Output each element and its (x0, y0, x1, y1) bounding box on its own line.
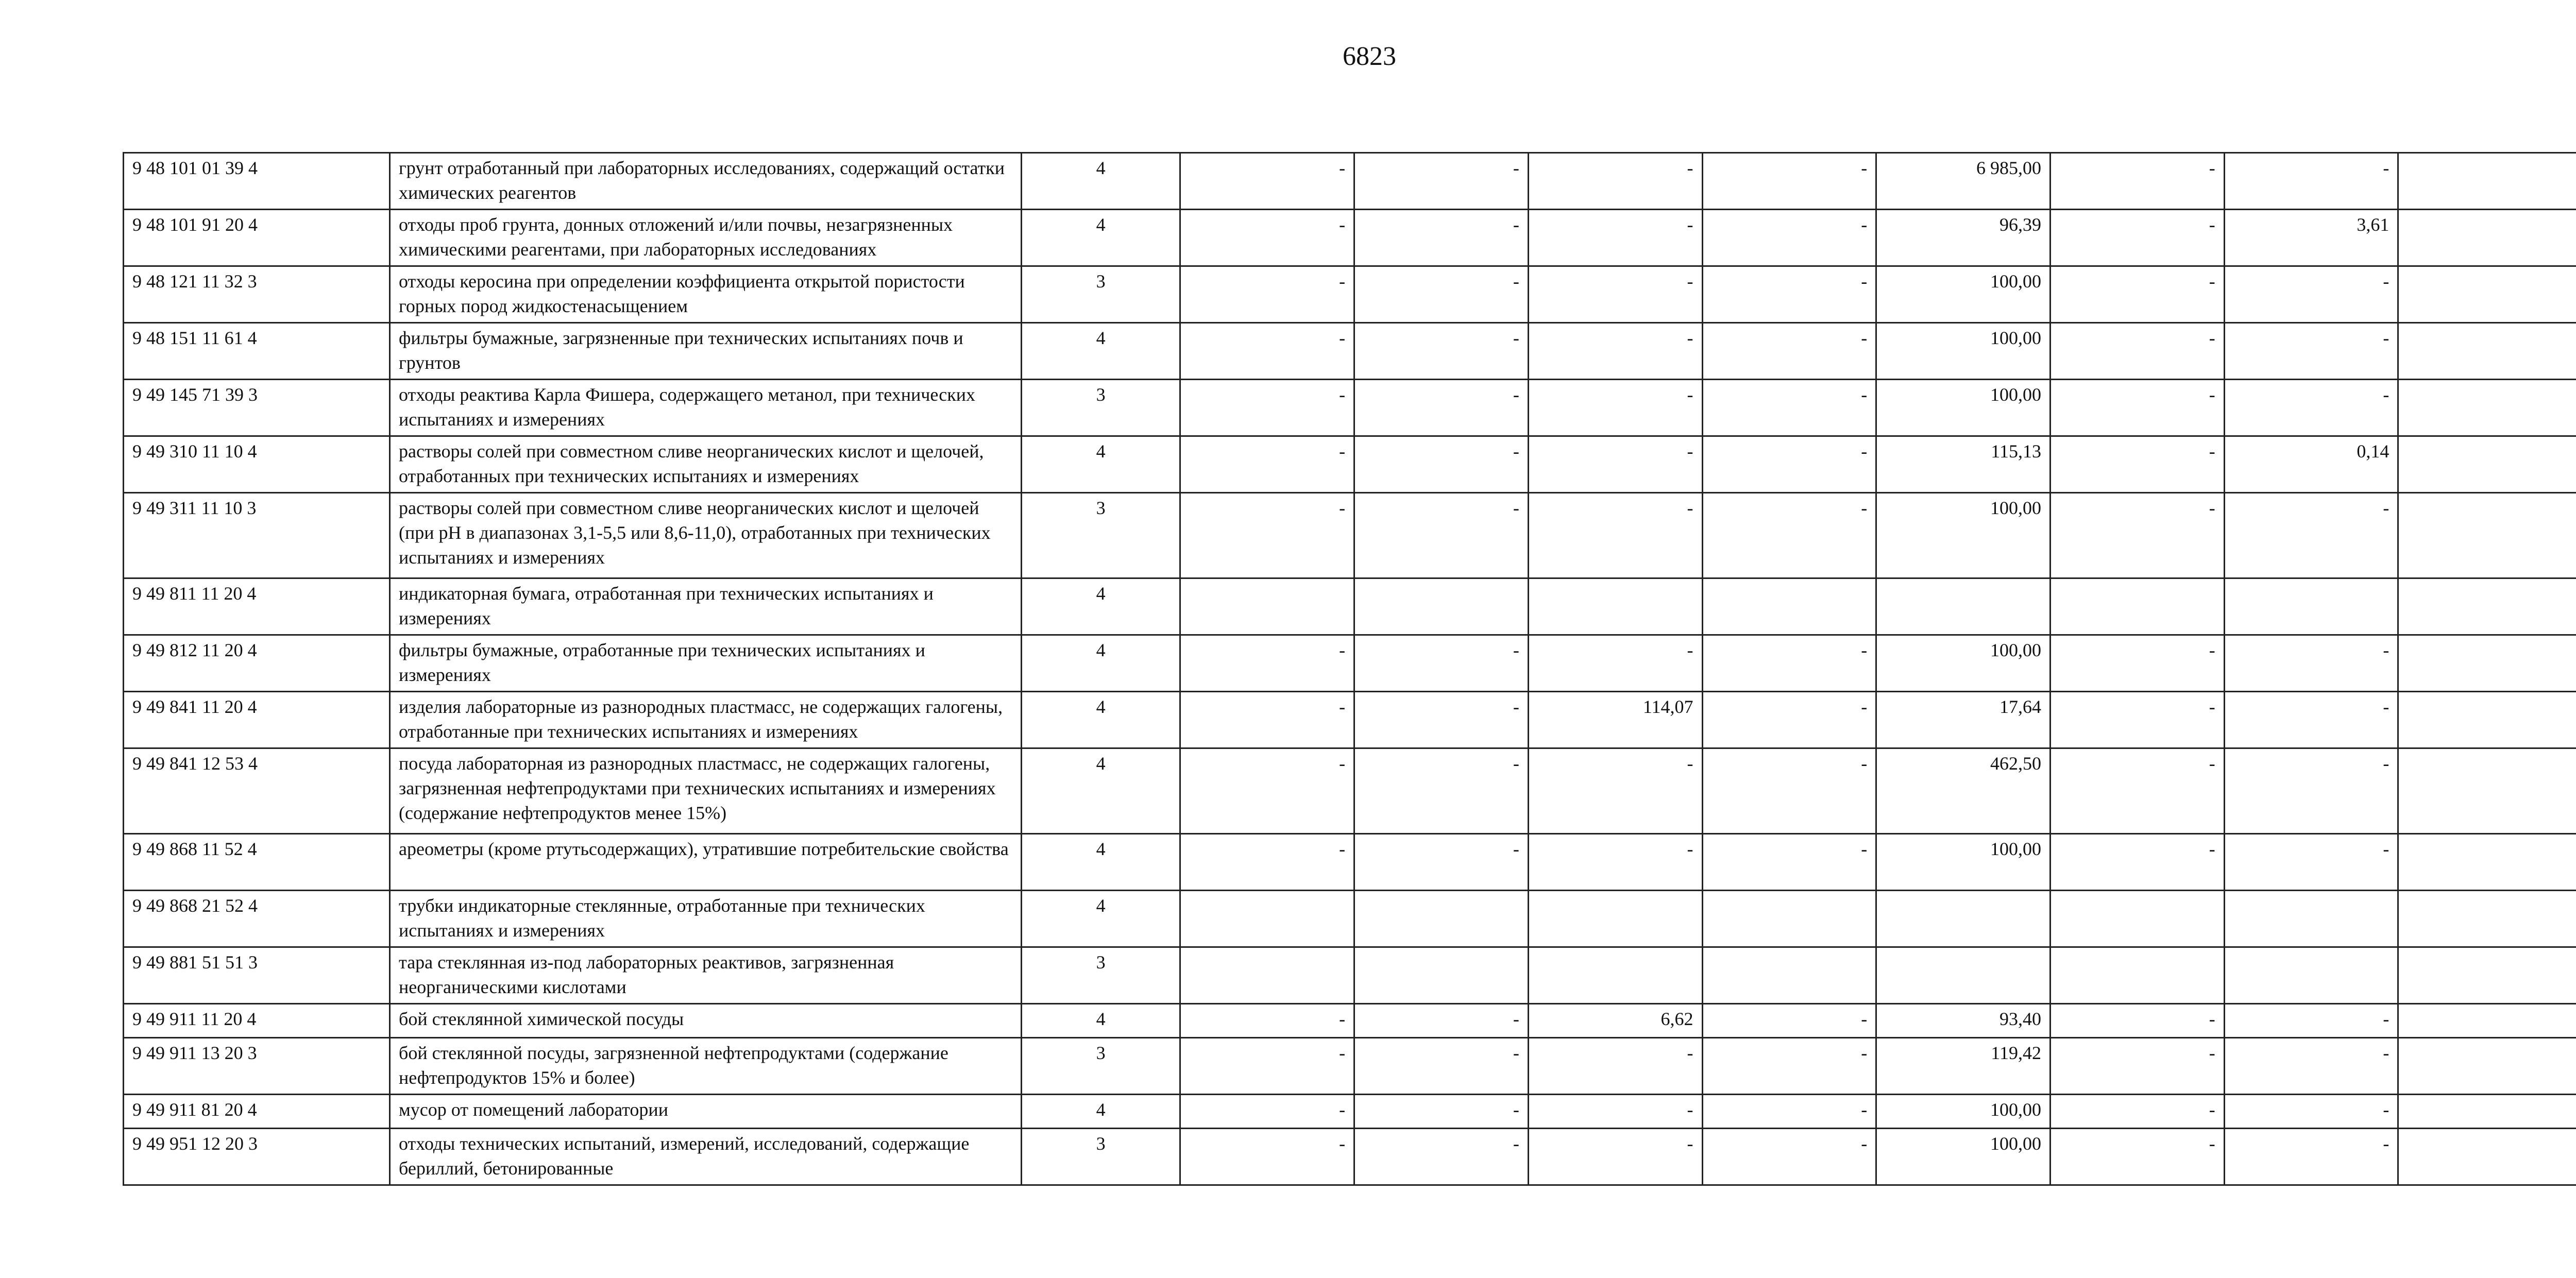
value-cell-1: - (1180, 1095, 1354, 1129)
hazard-class-cell: 4 (1021, 891, 1180, 947)
table-row (124, 748, 2576, 834)
hazard-class-cell: 4 (1021, 578, 1180, 635)
value-cell-3 (1528, 578, 1702, 635)
value-cell-5: 96,39 (1876, 210, 2050, 266)
waste-name-cell: отходы проб грунта, донных отложений и/или почвы, незагрязненных химическими реагентами, при лабораторных исследованиях (390, 210, 1022, 266)
hazard-class-cell: 4 (1021, 323, 1180, 380)
waste-name-cell: грунт отработанный при лабораторных исследованиях, содержащий остатки химических реагентов (390, 153, 1022, 210)
value-cell-5: 6 985,00 (1876, 153, 2050, 210)
waste-name-cell: фильтры бумажные, отработанные при технических испытаниях и измерениях (390, 635, 1022, 692)
value-cell-2: - (1354, 266, 1529, 323)
hazard-class-cell: 4 (1021, 1095, 1180, 1129)
value-cell-2: - (1354, 323, 1529, 380)
value-cell-7: - (2224, 380, 2398, 436)
value-cell-5: 100,00 (1876, 493, 2050, 578)
value-cell-1: - (1180, 692, 1354, 748)
value-cell-1: - (1180, 153, 1354, 210)
waste-name-cell: мусор от помещений лаборатории (390, 1095, 1022, 1129)
value-cell-8 (2398, 210, 2576, 266)
value-cell-2: - (1354, 1095, 1529, 1129)
table-row (124, 891, 2576, 947)
table-row (124, 578, 2576, 635)
value-cell-8 (2398, 947, 2576, 1004)
waste-code-cell: 9 48 151 11 61 4 (124, 323, 390, 380)
value-cell-8 (2398, 578, 2576, 635)
value-cell-2: - (1354, 748, 1529, 834)
value-cell-2: - (1354, 1004, 1529, 1038)
waste-name-cell: отходы керосина при определении коэффициента открытой пористости горных пород жидкостенасыщением (390, 266, 1022, 323)
value-cell-3: 114,07 (1528, 692, 1702, 748)
value-cell-3: - (1528, 834, 1702, 891)
table-row (124, 635, 2576, 692)
waste-code-cell: 9 49 951 12 20 3 (124, 1129, 390, 1185)
value-cell-5: 100,00 (1876, 834, 2050, 891)
value-cell-1: - (1180, 210, 1354, 266)
hazard-class-cell: 3 (1021, 1038, 1180, 1095)
value-cell-1: - (1180, 493, 1354, 578)
value-cell-3: - (1528, 323, 1702, 380)
value-cell-8 (2398, 1004, 2576, 1038)
value-cell-2: - (1354, 692, 1529, 748)
value-cell-3: - (1528, 1038, 1702, 1095)
waste-code-cell: 9 48 101 91 20 4 (124, 210, 390, 266)
value-cell-4: - (1702, 748, 1876, 834)
table-row (124, 153, 2576, 210)
value-cell-8 (2398, 1095, 2576, 1129)
value-cell-4: - (1702, 323, 1876, 380)
value-cell-6: - (2050, 210, 2224, 266)
value-cell-8 (2398, 891, 2576, 947)
waste-code-cell: 9 49 841 12 53 4 (124, 748, 390, 834)
value-cell-5 (1876, 578, 2050, 635)
value-cell-2: - (1354, 436, 1529, 493)
value-cell-6: - (2050, 493, 2224, 578)
table-row (124, 1004, 2576, 1038)
waste-code-cell: 9 49 811 11 20 4 (124, 578, 390, 635)
waste-name-cell: растворы солей при совместном сливе неорганических кислот и щелочей, отработанных при технических испытаниях и измерениях (390, 436, 1022, 493)
value-cell-3: - (1528, 380, 1702, 436)
value-cell-4 (1702, 578, 1876, 635)
value-cell-4: - (1702, 153, 1876, 210)
value-cell-2: - (1354, 493, 1529, 578)
value-cell-8 (2398, 692, 2576, 748)
waste-code-cell: 9 49 868 21 52 4 (124, 891, 390, 947)
waste-code-cell: 9 49 310 11 10 4 (124, 436, 390, 493)
hazard-class-cell: 3 (1021, 493, 1180, 578)
value-cell-7: - (2224, 1038, 2398, 1095)
value-cell-6: - (2050, 436, 2224, 493)
value-cell-7 (2224, 578, 2398, 635)
value-cell-5: 462,50 (1876, 748, 2050, 834)
value-cell-4: - (1702, 266, 1876, 323)
value-cell-4: - (1702, 380, 1876, 436)
table-row (124, 266, 2576, 323)
hazard-class-cell: 4 (1021, 692, 1180, 748)
hazard-class-cell: 4 (1021, 210, 1180, 266)
waste-code-cell: 9 48 121 11 32 3 (124, 266, 390, 323)
hazard-class-cell: 4 (1021, 748, 1180, 834)
value-cell-1: - (1180, 1038, 1354, 1095)
waste-code-cell: 9 49 911 13 20 3 (124, 1038, 390, 1095)
value-cell-2: - (1354, 1038, 1529, 1095)
waste-name-cell: тара стеклянная из-под лабораторных реактивов, загрязненная неорганическими кислотами (390, 947, 1022, 1004)
table-row (124, 1038, 2576, 1095)
value-cell-5: 119,42 (1876, 1038, 2050, 1095)
table-body (124, 153, 2576, 1185)
value-cell-1: - (1180, 323, 1354, 380)
value-cell-3: - (1528, 493, 1702, 578)
value-cell-7: - (2224, 692, 2398, 748)
table-row (124, 323, 2576, 380)
value-cell-3: 6,62 (1528, 1004, 1702, 1038)
value-cell-4: - (1702, 1129, 1876, 1185)
value-cell-7: - (2224, 1129, 2398, 1185)
hazard-class-cell: 3 (1021, 1129, 1180, 1185)
waste-table (123, 152, 2576, 1186)
value-cell-6: - (2050, 635, 2224, 692)
table-row (124, 1129, 2576, 1185)
value-cell-3: - (1528, 210, 1702, 266)
waste-code-cell: 9 49 145 71 39 3 (124, 380, 390, 436)
value-cell-8 (2398, 635, 2576, 692)
value-cell-2: - (1354, 380, 1529, 436)
value-cell-3: - (1528, 748, 1702, 834)
value-cell-7: - (2224, 635, 2398, 692)
value-cell-6: - (2050, 323, 2224, 380)
hazard-class-cell: 4 (1021, 436, 1180, 493)
value-cell-3: - (1528, 266, 1702, 323)
waste-code-cell: 9 49 812 11 20 4 (124, 635, 390, 692)
waste-name-cell: ареометры (кроме ртутьсодержащих), утратившие потребительские свойства (390, 834, 1022, 891)
value-cell-3: - (1528, 1129, 1702, 1185)
value-cell-4: - (1702, 635, 1876, 692)
value-cell-6: - (2050, 1129, 2224, 1185)
value-cell-5: 100,00 (1876, 266, 2050, 323)
value-cell-6 (2050, 578, 2224, 635)
waste-name-cell: растворы солей при совместном сливе неорганических кислот и щелочей (при pH в диапазонах 3,1-5,5 или 8,6-11,0), отработанных при технических испытаниях и измерениях (390, 493, 1022, 578)
value-cell-2: - (1354, 210, 1529, 266)
waste-code-cell: 9 48 101 01 39 4 (124, 153, 390, 210)
value-cell-5: 93,40 (1876, 1004, 2050, 1038)
waste-name-cell: бой стеклянной посуды, загрязненной нефтепродуктами (содержание нефтепродуктов 15% и более) (390, 1038, 1022, 1095)
value-cell-2 (1354, 578, 1529, 635)
value-cell-4: - (1702, 1004, 1876, 1038)
hazard-class-cell: 4 (1021, 1004, 1180, 1038)
value-cell-4 (1702, 947, 1876, 1004)
waste-name-cell: изделия лабораторные из разнородных пластмасс, не содержащих галогены, отработанные при технических испытаниях и измерениях (390, 692, 1022, 748)
waste-name-cell: отходы технических испытаний, измерений, исследований, содержащие бериллий, бетонированные (390, 1129, 1022, 1185)
waste-code-cell: 9 49 881 51 51 3 (124, 947, 390, 1004)
value-cell-5: 100,00 (1876, 380, 2050, 436)
value-cell-3 (1528, 891, 1702, 947)
value-cell-8 (2398, 1038, 2576, 1095)
table-row (124, 834, 2576, 891)
table-row (124, 380, 2576, 436)
waste-name-cell: фильтры бумажные, загрязненные при технических испытаниях почв и грунтов (390, 323, 1022, 380)
value-cell-6: - (2050, 380, 2224, 436)
value-cell-6: - (2050, 1038, 2224, 1095)
value-cell-6: - (2050, 1095, 2224, 1129)
value-cell-1: - (1180, 834, 1354, 891)
value-cell-1: - (1180, 436, 1354, 493)
value-cell-6 (2050, 891, 2224, 947)
value-cell-1: - (1180, 1129, 1354, 1185)
value-cell-6: - (2050, 834, 2224, 891)
value-cell-8 (2398, 1129, 2576, 1185)
waste-code-cell: 9 49 911 11 20 4 (124, 1004, 390, 1038)
value-cell-6 (2050, 947, 2224, 1004)
value-cell-3: - (1528, 436, 1702, 493)
value-cell-3: - (1528, 153, 1702, 210)
value-cell-8 (2398, 834, 2576, 891)
value-cell-8 (2398, 380, 2576, 436)
waste-name-cell: посуда лабораторная из разнородных пластмасс, не содержащих галогены, загрязненная нефтепродуктами при технических испытаниях и измерениях (содержание нефтепродуктов менее 15%) (390, 748, 1022, 834)
waste-code-cell: 9 49 868 11 52 4 (124, 834, 390, 891)
value-cell-5: 17,64 (1876, 692, 2050, 748)
waste-code-cell: 9 49 311 11 10 3 (124, 493, 390, 578)
value-cell-6: - (2050, 266, 2224, 323)
page-number: 6823 (1343, 42, 1396, 71)
value-cell-1 (1180, 578, 1354, 635)
value-cell-2 (1354, 891, 1529, 947)
value-cell-8 (2398, 266, 2576, 323)
value-cell-2: - (1354, 635, 1529, 692)
value-cell-4: - (1702, 493, 1876, 578)
value-cell-8 (2398, 153, 2576, 210)
value-cell-1 (1180, 891, 1354, 947)
table-row (124, 210, 2576, 266)
value-cell-4: - (1702, 210, 1876, 266)
value-cell-7: 0,14 (2224, 436, 2398, 493)
value-cell-4: - (1702, 1038, 1876, 1095)
value-cell-7: - (2224, 493, 2398, 578)
hazard-class-cell: 3 (1021, 266, 1180, 323)
waste-code-cell: 9 49 841 11 20 4 (124, 692, 390, 748)
waste-name-cell: отходы реактива Карла Фишера, содержащего метанол, при технических испытаниях и измерениях (390, 380, 1022, 436)
waste-name-cell: индикаторная бумага, отработанная при технических испытаниях и измерениях (390, 578, 1022, 635)
hazard-class-cell: 3 (1021, 380, 1180, 436)
value-cell-7 (2224, 947, 2398, 1004)
waste-name-cell: трубки индикаторные стеклянные, отработанные при технических испытаниях и измерениях (390, 891, 1022, 947)
value-cell-7: - (2224, 323, 2398, 380)
value-cell-3 (1528, 947, 1702, 1004)
value-cell-7: - (2224, 834, 2398, 891)
hazard-class-cell: 3 (1021, 947, 1180, 1004)
value-cell-1: - (1180, 1004, 1354, 1038)
hazard-class-cell: 4 (1021, 834, 1180, 891)
value-cell-6: - (2050, 1004, 2224, 1038)
value-cell-7: - (2224, 1095, 2398, 1129)
value-cell-8 (2398, 323, 2576, 380)
waste-code-cell: 9 49 911 81 20 4 (124, 1095, 390, 1129)
value-cell-4: - (1702, 436, 1876, 493)
value-cell-8 (2398, 748, 2576, 834)
value-cell-5: 100,00 (1876, 1129, 2050, 1185)
value-cell-5: 100,00 (1876, 1095, 2050, 1129)
hazard-class-cell: 4 (1021, 635, 1180, 692)
value-cell-1: - (1180, 748, 1354, 834)
value-cell-7 (2224, 891, 2398, 947)
value-cell-5 (1876, 891, 2050, 947)
value-cell-3: - (1528, 635, 1702, 692)
value-cell-2: - (1354, 1129, 1529, 1185)
value-cell-1 (1180, 947, 1354, 1004)
waste-name-cell: бой стеклянной химической посуды (390, 1004, 1022, 1038)
value-cell-7: - (2224, 153, 2398, 210)
value-cell-8 (2398, 436, 2576, 493)
value-cell-5 (1876, 947, 2050, 1004)
table-row (124, 493, 2576, 578)
value-cell-8 (2398, 493, 2576, 578)
table-row (124, 436, 2576, 493)
value-cell-7: - (2224, 748, 2398, 834)
value-cell-6: - (2050, 153, 2224, 210)
value-cell-1: - (1180, 266, 1354, 323)
value-cell-2 (1354, 947, 1529, 1004)
value-cell-7: 3,61 (2224, 210, 2398, 266)
value-cell-6: - (2050, 748, 2224, 834)
table-row (124, 1095, 2576, 1129)
table-row (124, 692, 2576, 748)
value-cell-5: 100,00 (1876, 323, 2050, 380)
value-cell-4: - (1702, 692, 1876, 748)
table-row (124, 947, 2576, 1004)
value-cell-4: - (1702, 834, 1876, 891)
value-cell-1: - (1180, 380, 1354, 436)
hazard-class-cell: 4 (1021, 153, 1180, 210)
value-cell-5: 100,00 (1876, 635, 2050, 692)
value-cell-7: - (2224, 266, 2398, 323)
value-cell-1: - (1180, 635, 1354, 692)
value-cell-2: - (1354, 153, 1529, 210)
value-cell-4 (1702, 891, 1876, 947)
value-cell-6: - (2050, 692, 2224, 748)
value-cell-4: - (1702, 1095, 1876, 1129)
value-cell-3: - (1528, 1095, 1702, 1129)
value-cell-7: - (2224, 1004, 2398, 1038)
value-cell-5: 115,13 (1876, 436, 2050, 493)
value-cell-2: - (1354, 834, 1529, 891)
